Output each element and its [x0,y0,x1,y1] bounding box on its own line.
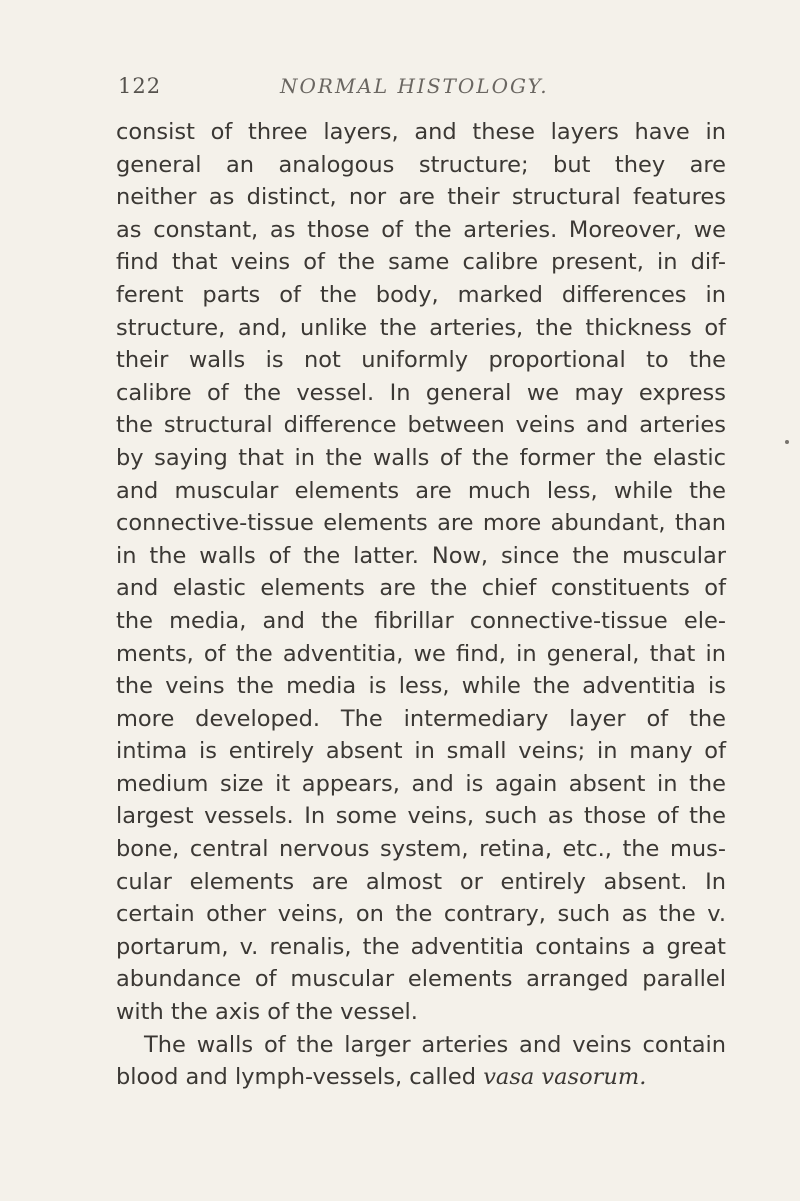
text-line: certain other veins, on the contrary, such as the v. [116,901,726,928]
text-run: blood and lymph-vessels, called [116,1064,484,1091]
text-line: connective-tissue elements are more abundant, than [116,510,726,537]
text-line: and muscular elements are much less, while the [116,477,726,504]
page-number: 122 [118,74,162,98]
text-line: the structural difference between veins and arteries [116,412,726,439]
text-line: find that veins of the same calibre present, in dif- [116,249,726,276]
text-line: and elastic elements are the chief constituents of [116,575,726,602]
text-line: portarum, v. renalis, the adventitia contains a great [116,933,726,960]
text-line: ments, of the adventitia, we find, in general, that in [116,640,726,667]
text-line: by saying that in the walls of the former the elastic [116,444,726,471]
text-line: as constant, as those of the arteries. Moreover, we [116,216,726,243]
text-line: the media, and the fibrillar connective-tissue ele- [116,607,726,634]
text-line: largest vessels. In some veins, such as those of the [116,803,726,830]
text-line: their walls is not uniformly proportional to the [116,347,726,374]
text-line-last [116,1061,726,1094]
paragraph-2 [116,1029,726,1094]
text-line: consist of three layers, and these layers have in [116,119,726,145]
body-text [116,116,726,1094]
text-line: cular elements are almost or entirely absent. In [116,868,726,895]
paragraph-1 [116,116,726,1029]
italic-term: vasa vasorum. [483,1064,647,1091]
text-line: neither as distinct, nor are their structural features [116,184,726,211]
text-line: abundance of muscular elements arranged parallel [116,966,726,993]
text-line: The walls of the larger arteries and veins contain [144,1031,726,1058]
running-title: NORMAL HISTOLOGY. [280,74,549,98]
text-line: intima is entirely absent in small veins; in many of [116,738,726,765]
text-line: the veins the media is less, while the adventitia is [116,673,726,700]
text-line: medium size it appears, and is again absent in the [116,770,726,797]
text-line: structure, and, unlike the arteries, the thickness of [116,314,726,341]
text-line: general an analogous structure; but they are [116,151,726,178]
text-line: calibre of the vessel. In general we may express [116,379,726,406]
text-line: in the walls of the latter. Now, since the muscular [116,542,726,569]
margin-mark [785,440,789,444]
text-line: ferent parts of the body, marked differences in [116,281,726,308]
text-line: with the axis of the vessel. [116,999,418,1026]
text-line: bone, central nervous system, retina, etc., the mus- [116,836,726,863]
running-head [118,74,718,104]
text-line: more developed. The intermediary layer of the [116,705,726,732]
